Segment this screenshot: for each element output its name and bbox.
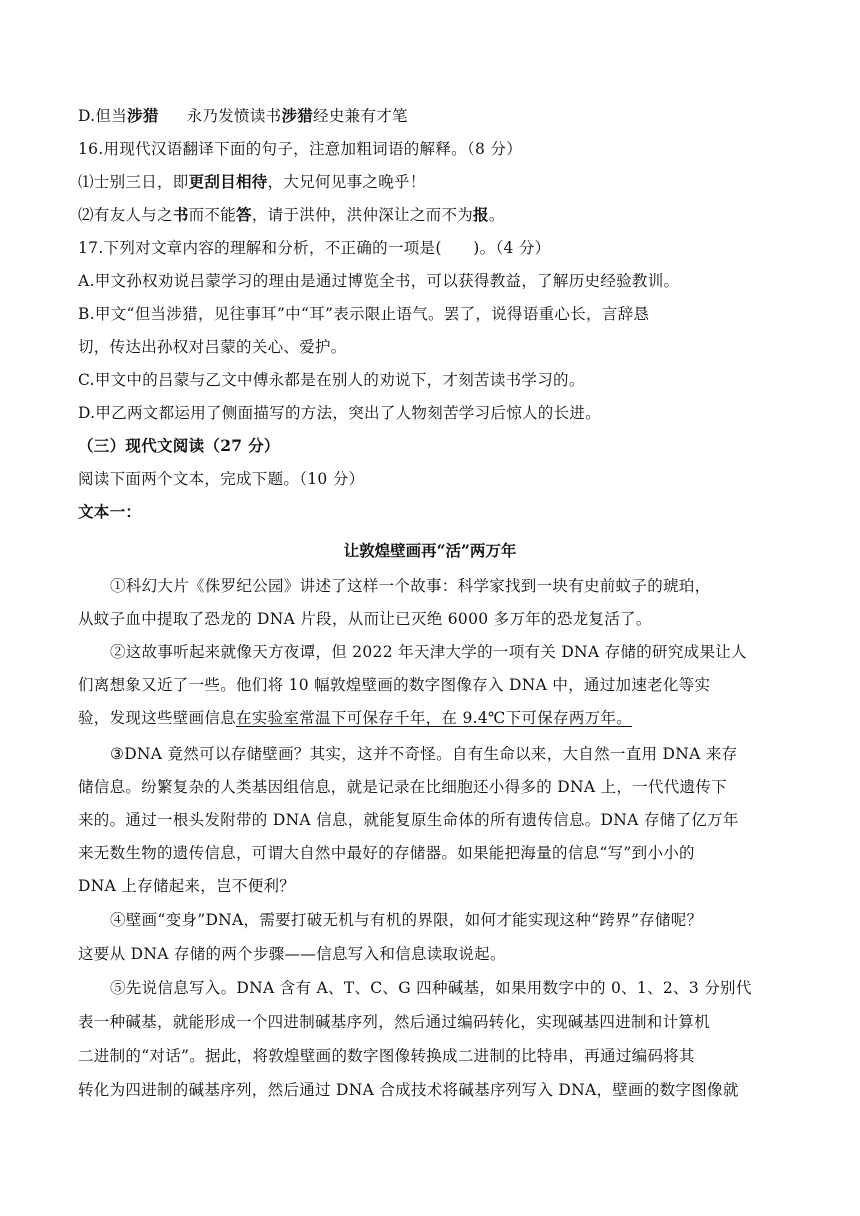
option-d-prefix: D.但当 [78,107,128,125]
sentence-text: ，请于洪仲，洪仲深让之而不为 [251,206,474,224]
section-instruction: 阅读下面两个文本，完成下题。（10 分） [78,470,365,488]
q17-stem: 17.下列对文章内容的理解和分析，不正确的一项是( )。（4 分） [78,239,551,257]
paragraph-3-line: 来的。通过一根头发附带的 DNA 信息，就能复原生命体的所有遗传信息。DNA 存储了亿万年 [78,811,739,829]
paragraph-2-line: 们离想象又近了一些。他们将 10 幅敦煌壁画的数字图像存入 DNA 中，通过加速老化等实 [78,676,711,694]
bold-word: 答 [236,205,252,224]
paragraph-5-line: 转化为四进制的碱基序列，然后通过 DNA 合成技术将碱基序列写入 DNA，壁画的数字图像就 [78,1081,739,1099]
q16-stem: 16.用现代汉语翻译下面的句子，注意加粗词语的解释。（8 分） [78,140,522,158]
sentence-text: ⑵有友人与之 [78,206,173,224]
paragraph-3-line: 储信息。纷繁复杂的人类基因组信息，就是记录在比细胞还小得多的 DNA 上，一代代遗传下 [78,778,727,796]
paragraph-3-line: ③DNA 竟然可以存储壁画？其实，这并不奇怪。自有生命以来，大自然一直用 DNA 来存 [110,745,738,763]
paragraph-4-line: 这要从 DNA 存储的两个步骤——信息写入和信息读取说起。 [78,945,506,963]
bold-word: 报 [473,205,489,224]
sentence-text: ，大兄何见事之晚乎！ [267,173,426,191]
paragraph-5-line: ⑤先说信息写入。DNA 含有 A、T、C、G 四种碱基，如果用数字中的 0、1、2、3 分别代 [110,979,752,997]
sentence-text: ⑴士别三日，即 [78,173,189,191]
paragraph-2-line [78,706,790,730]
q17-option-b-line2: 切，传达出孙权对吕蒙的关心、爱护。 [78,338,347,356]
option-d-suffix: 经史兼有才笔 [313,107,408,125]
paragraph-2-line: ②这故事听起来就像天方夜谭，但 2022 年天津大学的一项有关 DNA 存储的研究成果让人 [110,643,747,661]
q17-option-b-line1: B.甲文“但当涉猎，见往事耳”中“耳”表示限止语气。罢了，说得语重心长，言辞恳 [78,305,650,323]
q16-sentence-2 [78,203,790,227]
bold-word-shelie-2: 涉猎 [281,106,314,125]
bold-word-shelie-1: 涉猎 [127,106,159,125]
paragraph-text: 验，发现这些壁画信息 [78,709,237,727]
paragraph-1-line: ①科幻大片《侏罗纪公园》讲述了这样一个故事：科学家找到一块有史前蚊子的琥珀， [110,577,711,595]
text1-label: 文本一： [78,502,142,521]
paragraph-4-line: ④壁画“变身”DNA，需要打破无机与有机的界限，如何才能实现这种“跨界”存储呢？ [110,911,703,929]
underlined-sentence: 在实验室常温下可保存千年，在 9.4℃下可保存两万年。 [236,709,633,727]
q17-option-c: C.甲文中的吕蒙与乙文中傅永都是在别人的劝说下，才刻苦读书学习的。 [78,371,585,389]
section-heading: （三）现代文阅读（27 分） [78,436,280,455]
q16-sentence-1 [78,170,790,194]
article-title: 让敦煌壁画再“活”两万年 [343,541,517,560]
sentence-text: 而不能 [188,206,237,224]
q15-option-d [78,104,790,128]
bold-phrase: 更刮目相待 [188,172,268,191]
paragraph-3-line: 来无数生物的遗传信息，可谓大自然中最好的存储器。如果能把海量的信息“写”到小小的 [78,844,695,862]
q17-option-d: D.甲乙两文都运用了侧面描写的方法，突出了人物刻苦学习后惊人的长进。 [78,404,602,422]
q17-option-a: A.甲文孙权劝说吕蒙学习的理由是通过博览全书，可以获得教益，了解历史经验教训。 [78,272,680,290]
sentence-text: 。 [488,206,505,224]
bold-word: 书 [172,205,189,224]
paragraph-1-line: 从蚊子血中提取了恐龙的 DNA 片段，从而让已灭绝 6000 多万年的恐龙复活了。 [78,610,652,628]
paragraph-3-line: DNA 上存储起来，岂不便利？ [78,877,296,895]
option-d-mid: 永乃发愤读书 [186,107,282,125]
paragraph-5-line: 表一种碱基，就能形成一个四进制碱基序列，然后通过编码转化，实现碱基四进制和计算机 [78,1013,711,1031]
paragraph-5-line: 二进制的“对话”。据此，将敦煌壁画的数字图像转换成二进制的比特串，再通过编码将其 [78,1047,695,1065]
